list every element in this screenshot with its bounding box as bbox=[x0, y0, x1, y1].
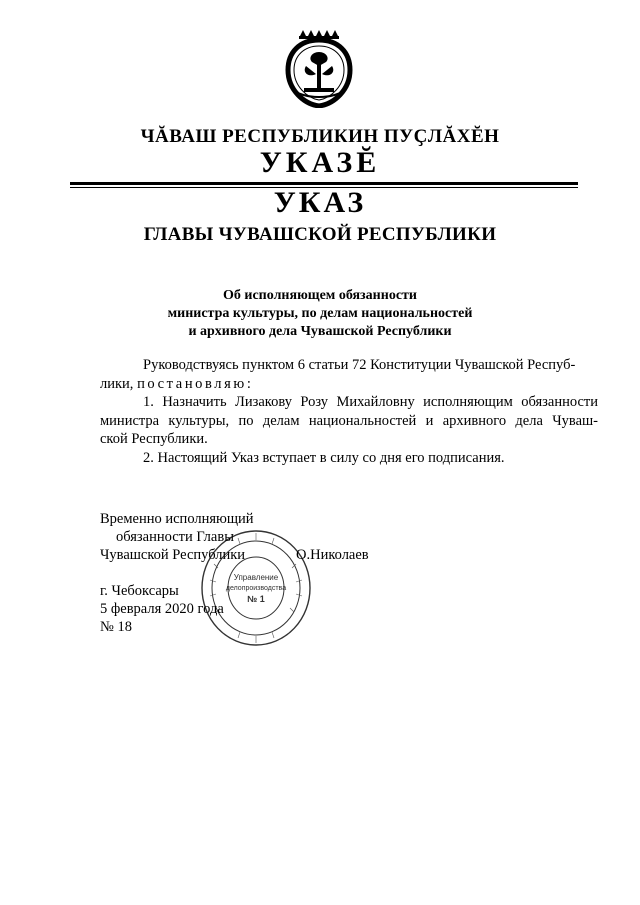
issue-date: 5 февраля 2020 года bbox=[100, 601, 224, 617]
item-1-line-1: 1. Назначить Лизакову Розу Михайловну исполняющим обязанности bbox=[143, 394, 598, 410]
subject-line-3: и архивного дела Чувашской Республики bbox=[188, 324, 452, 339]
stamp-center-line-1: Управление bbox=[233, 573, 279, 582]
subject-line-2: министра культуры, по делам национальностей bbox=[167, 306, 473, 321]
decree-body bbox=[100, 356, 598, 467]
stamp-center-line-2: делопроизводства bbox=[225, 585, 287, 592]
chuvash-heading: ЧĂВАШ РЕСПУБЛИКИН ПУҪЛĂХĔН bbox=[140, 126, 500, 147]
issuer-heading: ГЛАВЫ ЧУВАШСКОЙ РЕСПУБЛИКИ bbox=[143, 224, 497, 245]
russian-decree-title: УКАЗ bbox=[273, 186, 367, 219]
item-1-line-2: министра культуры, по делам национальностей и архивного дела Чуваш- bbox=[100, 412, 598, 429]
decree-number: № 18 bbox=[100, 619, 132, 635]
stamp-number: № 1 bbox=[247, 594, 265, 604]
subject-line-1: Об исполняющем обязанности bbox=[223, 288, 417, 303]
item-1-line-3: ской Республики. bbox=[100, 431, 208, 447]
resolve-word: постановляю: bbox=[137, 375, 254, 392]
body-preamble-line-2 bbox=[100, 375, 598, 394]
header-divider-thick bbox=[70, 182, 578, 185]
preamble-word: лики, bbox=[100, 375, 134, 392]
chuvash-decree-title: УКАЗĔ bbox=[259, 146, 381, 179]
signatory-position-line-3: Чувашской Республики bbox=[100, 547, 246, 563]
signatory-position-line-2: обязанности Главы bbox=[116, 529, 234, 545]
issue-city: г. Чебоксары bbox=[100, 583, 179, 599]
item-2: 2. Настоящий Указ вступает в силу со дня его подписания. bbox=[143, 449, 505, 466]
signatory-position-line-1: Временно исполняющий bbox=[100, 511, 254, 527]
signatory-name: О.Николаев bbox=[296, 547, 369, 563]
decree-subject bbox=[120, 287, 520, 341]
coat-of-arms-emblem bbox=[280, 26, 358, 108]
body-preamble-line-1: Руководствуясь пунктом 6 статьи 72 Конституции Чувашской Респуб- bbox=[143, 357, 576, 373]
